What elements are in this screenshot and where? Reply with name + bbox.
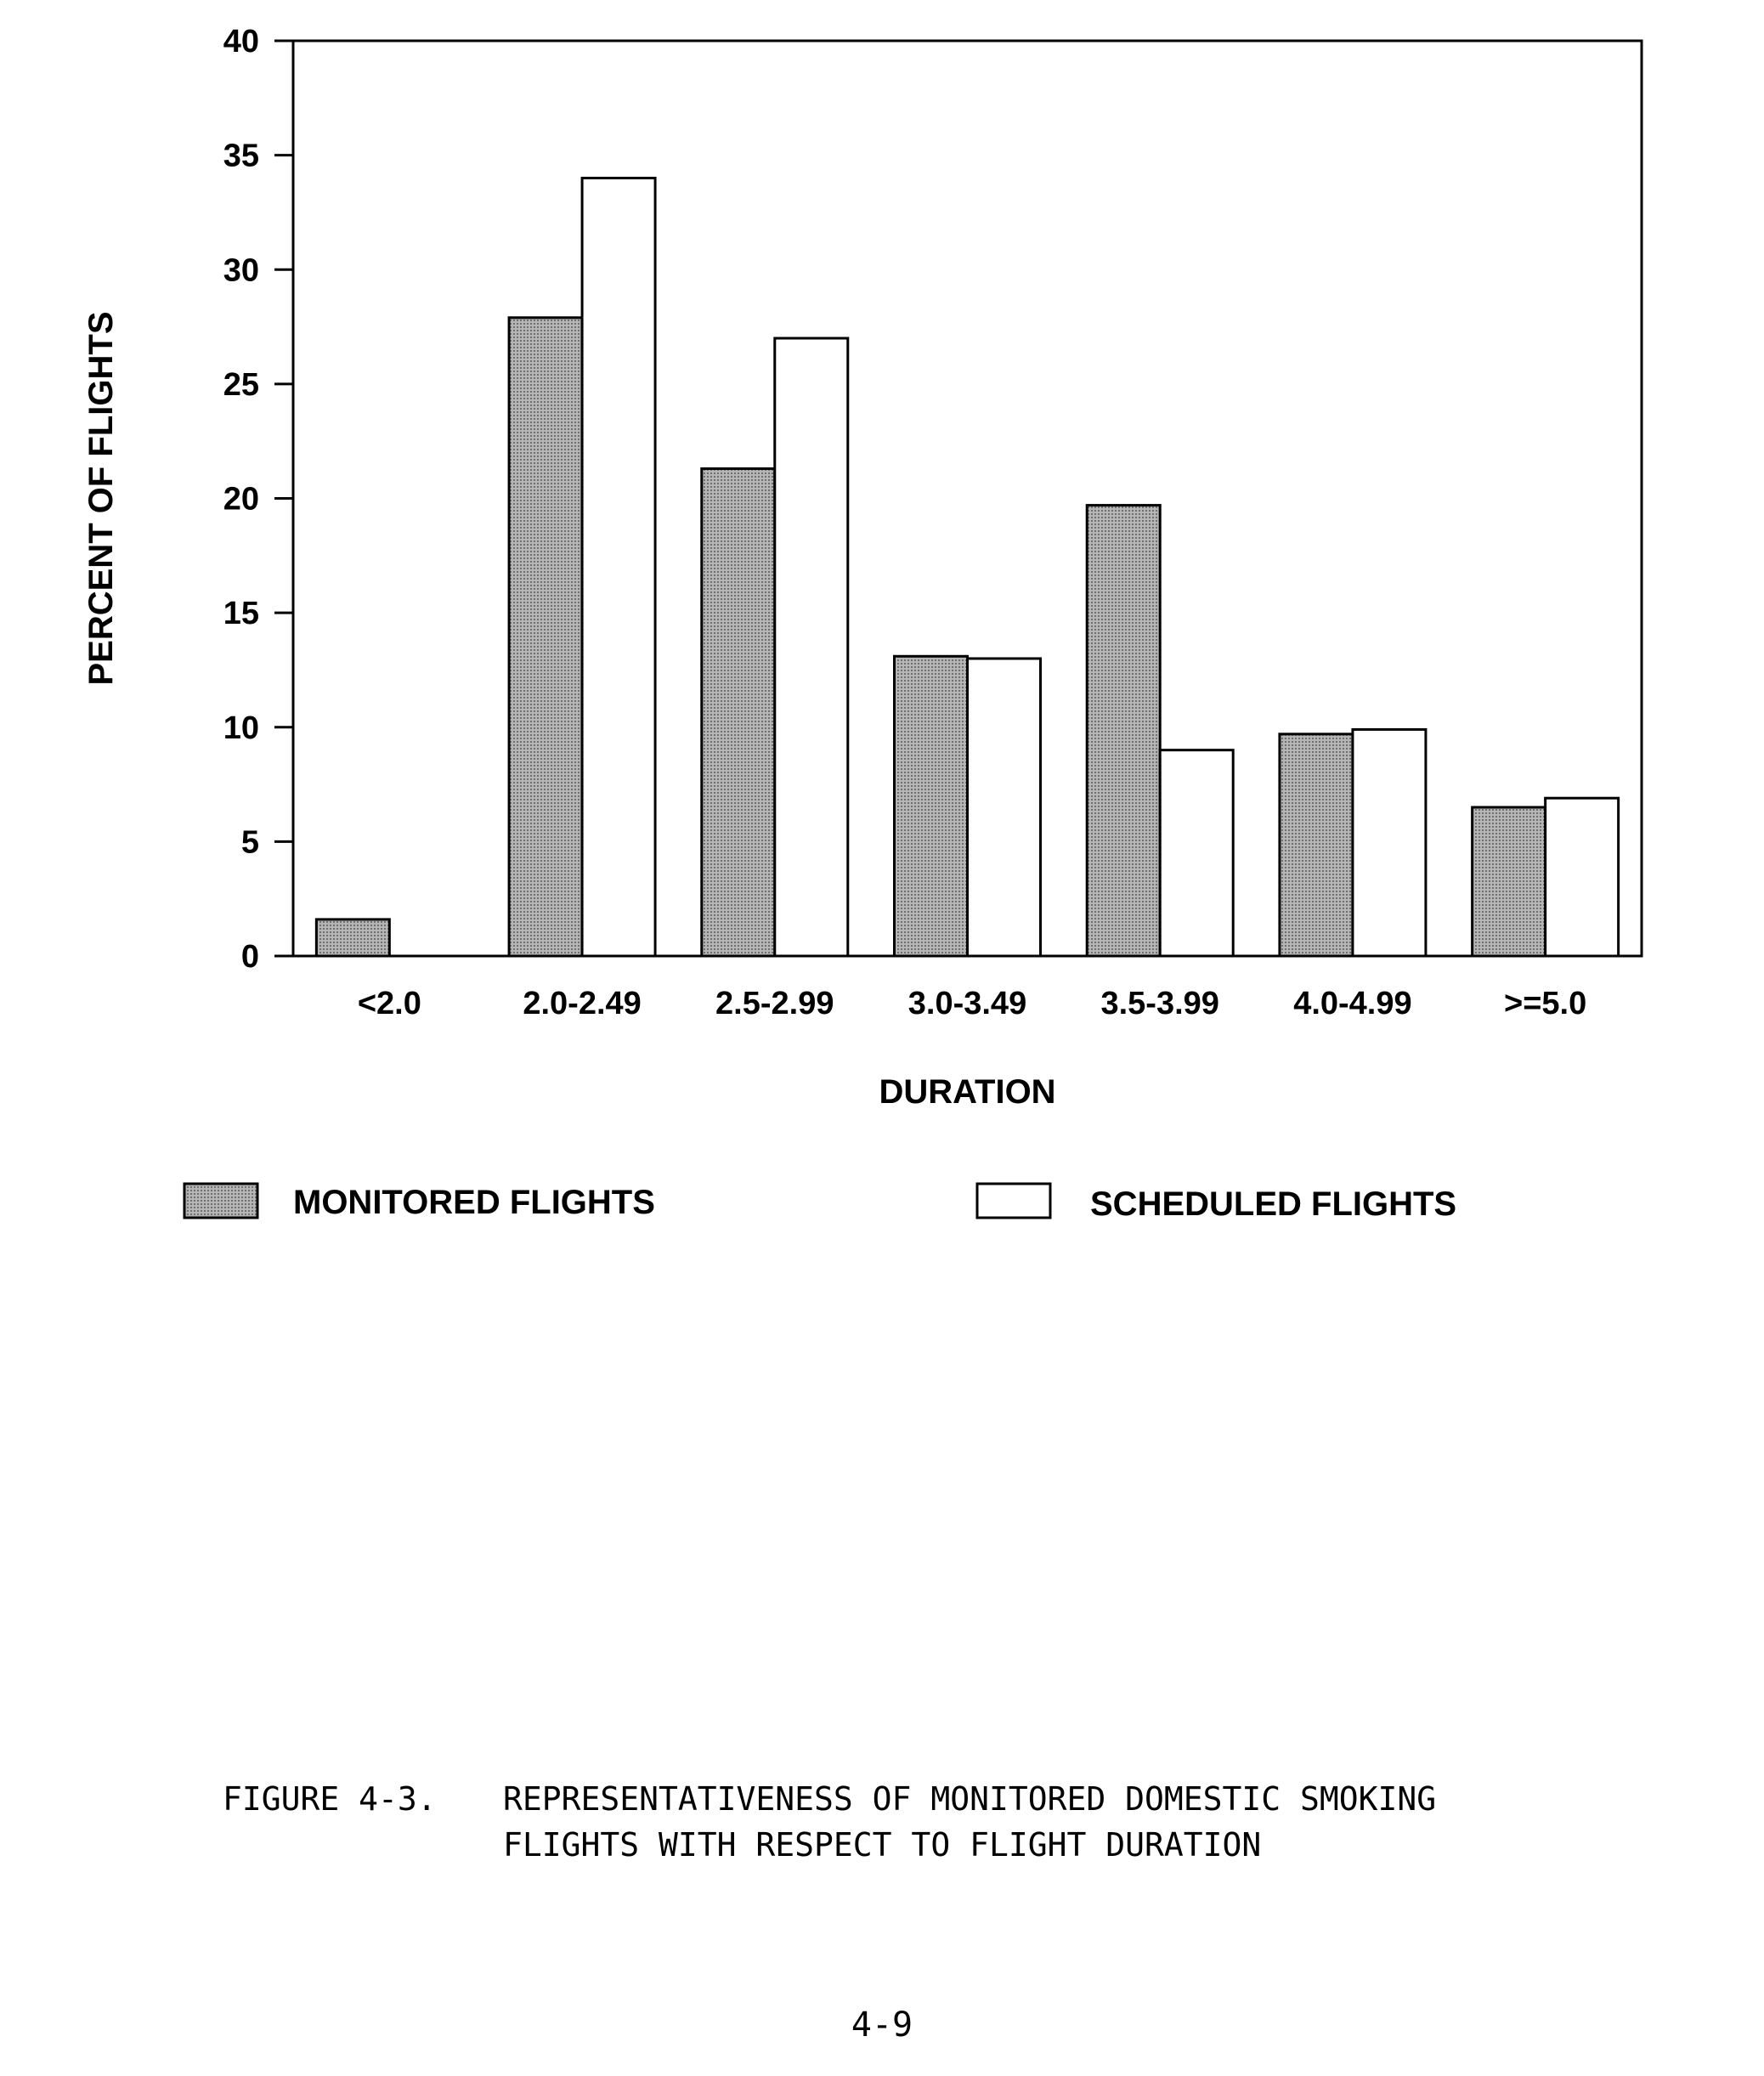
x-tick-label-1: 2.0-2.49	[523, 986, 642, 1021]
y-tick-label-20: 20	[223, 481, 259, 518]
figure-title-line1: REPRESENTATIVENESS OF MONITORED DOMESTIC SMOKING	[503, 1780, 1437, 1818]
bar-monitored-0	[316, 919, 389, 956]
figure-caption	[223, 1776, 1436, 1868]
y-tick-label-40: 40	[223, 24, 259, 59]
y-tick-label-15: 15	[223, 596, 259, 632]
x-axis-title: DURATION	[879, 1073, 1056, 1111]
bar-monitored-5	[1280, 734, 1353, 956]
x-tick-label-0: <2.0	[357, 986, 421, 1021]
page-number: 4-9	[851, 2005, 913, 2045]
x-tick-label-4: 3.5-3.99	[1100, 986, 1219, 1021]
y-tick-label-35: 35	[223, 138, 259, 174]
y-tick-label-0: 0	[240, 939, 259, 975]
y-tick-label-10: 10	[223, 710, 259, 746]
legend-swatch-scheduled	[977, 1184, 1050, 1218]
y-tick-label-5: 5	[240, 824, 259, 861]
legend	[184, 1184, 1456, 1223]
x-tick-label-6: >=5.0	[1504, 986, 1587, 1021]
y-axis-ticks	[223, 24, 293, 975]
bar-monitored-2	[702, 468, 775, 956]
legend-swatch-monitored	[184, 1184, 257, 1218]
x-tick-label-5: 4.0-4.99	[1293, 986, 1412, 1021]
bar-scheduled-2	[775, 338, 848, 956]
y-tick-label-30: 30	[223, 252, 259, 289]
x-axis-tick-labels	[358, 986, 1586, 1021]
x-tick-label-3: 3.0-3.49	[907, 986, 1027, 1021]
x-tick-label-2: 2.5-2.99	[715, 986, 834, 1021]
bar-monitored-6	[1473, 807, 1546, 956]
y-tick-label-25: 25	[223, 366, 259, 403]
legend-label-scheduled: SCHEDULED FLIGHTS	[1090, 1185, 1457, 1223]
bar-scheduled-4	[1160, 750, 1233, 956]
bar-monitored-1	[509, 318, 582, 956]
figure-label: FIGURE 4-3.	[223, 1780, 437, 1818]
bar-scheduled-1	[582, 178, 655, 956]
bar-monitored-4	[1087, 506, 1160, 956]
bars	[316, 178, 1618, 956]
bar-scheduled-6	[1546, 798, 1619, 956]
figure-title-line2: FLIGHTS WITH RESPECT TO FLIGHT DURATION	[503, 1826, 1262, 1864]
y-axis-title: PERCENT OF FLIGHTS	[82, 311, 120, 686]
bar-scheduled-3	[968, 659, 1041, 956]
bar-monitored-3	[895, 656, 968, 956]
legend-label-monitored: MONITORED FLIGHTS	[293, 1184, 655, 1221]
bar-scheduled-5	[1353, 729, 1426, 956]
